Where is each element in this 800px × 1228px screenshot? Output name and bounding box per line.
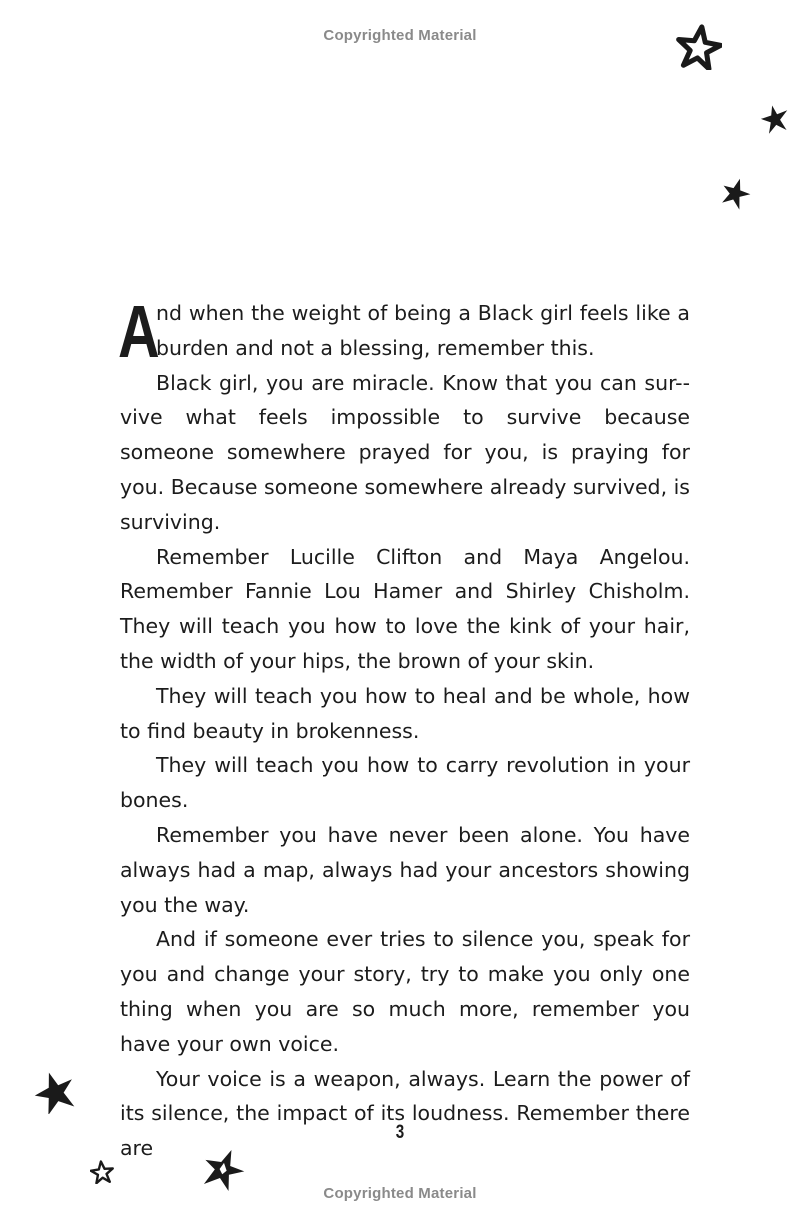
drop-cap: A — [118, 290, 160, 373]
star-outline-icon — [676, 24, 722, 70]
star-filled-icon — [32, 1070, 78, 1114]
paragraph-text: nd when the weight of being a Black girl feels like a burden and not a blessing, remember this. — [156, 301, 690, 360]
star-filled-icon — [720, 176, 752, 210]
paragraph: Black girl, you are miracle. Know that you can sur-vive what feels impossible to survive because someone somewhere prayed for you, is praying for you. Because someone somewhere already survived, is surviving. — [120, 370, 690, 534]
paragraph: They will teach you how to heal and be whole, how to find beauty in brokenness. — [120, 683, 690, 743]
paragraph: And if someone ever tries to silence you, speak for you and change your story, try to make you only one thing when you are so much more, remember you have your own voice. — [120, 927, 690, 1056]
paragraph: Remember you have never been alone. You have always had a map, always had your ancestors showing you the way. — [120, 822, 690, 917]
paragraph: Remember Lucille Clifton and Maya Angelou. Remember Fannie Lou Hamer and Shirley Chisholm. They will teach you how to love the kink of your hair, the width of your hips, the brown of your skin. — [120, 544, 690, 673]
paragraph: Your voice is a weapon, always. Learn the power of its silence, the impact of its loudness. Remember there are — [120, 1066, 690, 1161]
page-number: 3 — [395, 1122, 405, 1143]
footer-copyright: Copyrighted Material — [323, 1185, 477, 1202]
star-outline-icon — [90, 1160, 114, 1184]
header-copyright: Copyrighted Material — [323, 27, 477, 44]
star-filled-icon — [758, 104, 792, 134]
paragraph — [118, 290, 690, 373]
paragraph: They will teach you how to carry revolution in your bones. — [120, 753, 690, 813]
article-body — [118, 290, 690, 1166]
